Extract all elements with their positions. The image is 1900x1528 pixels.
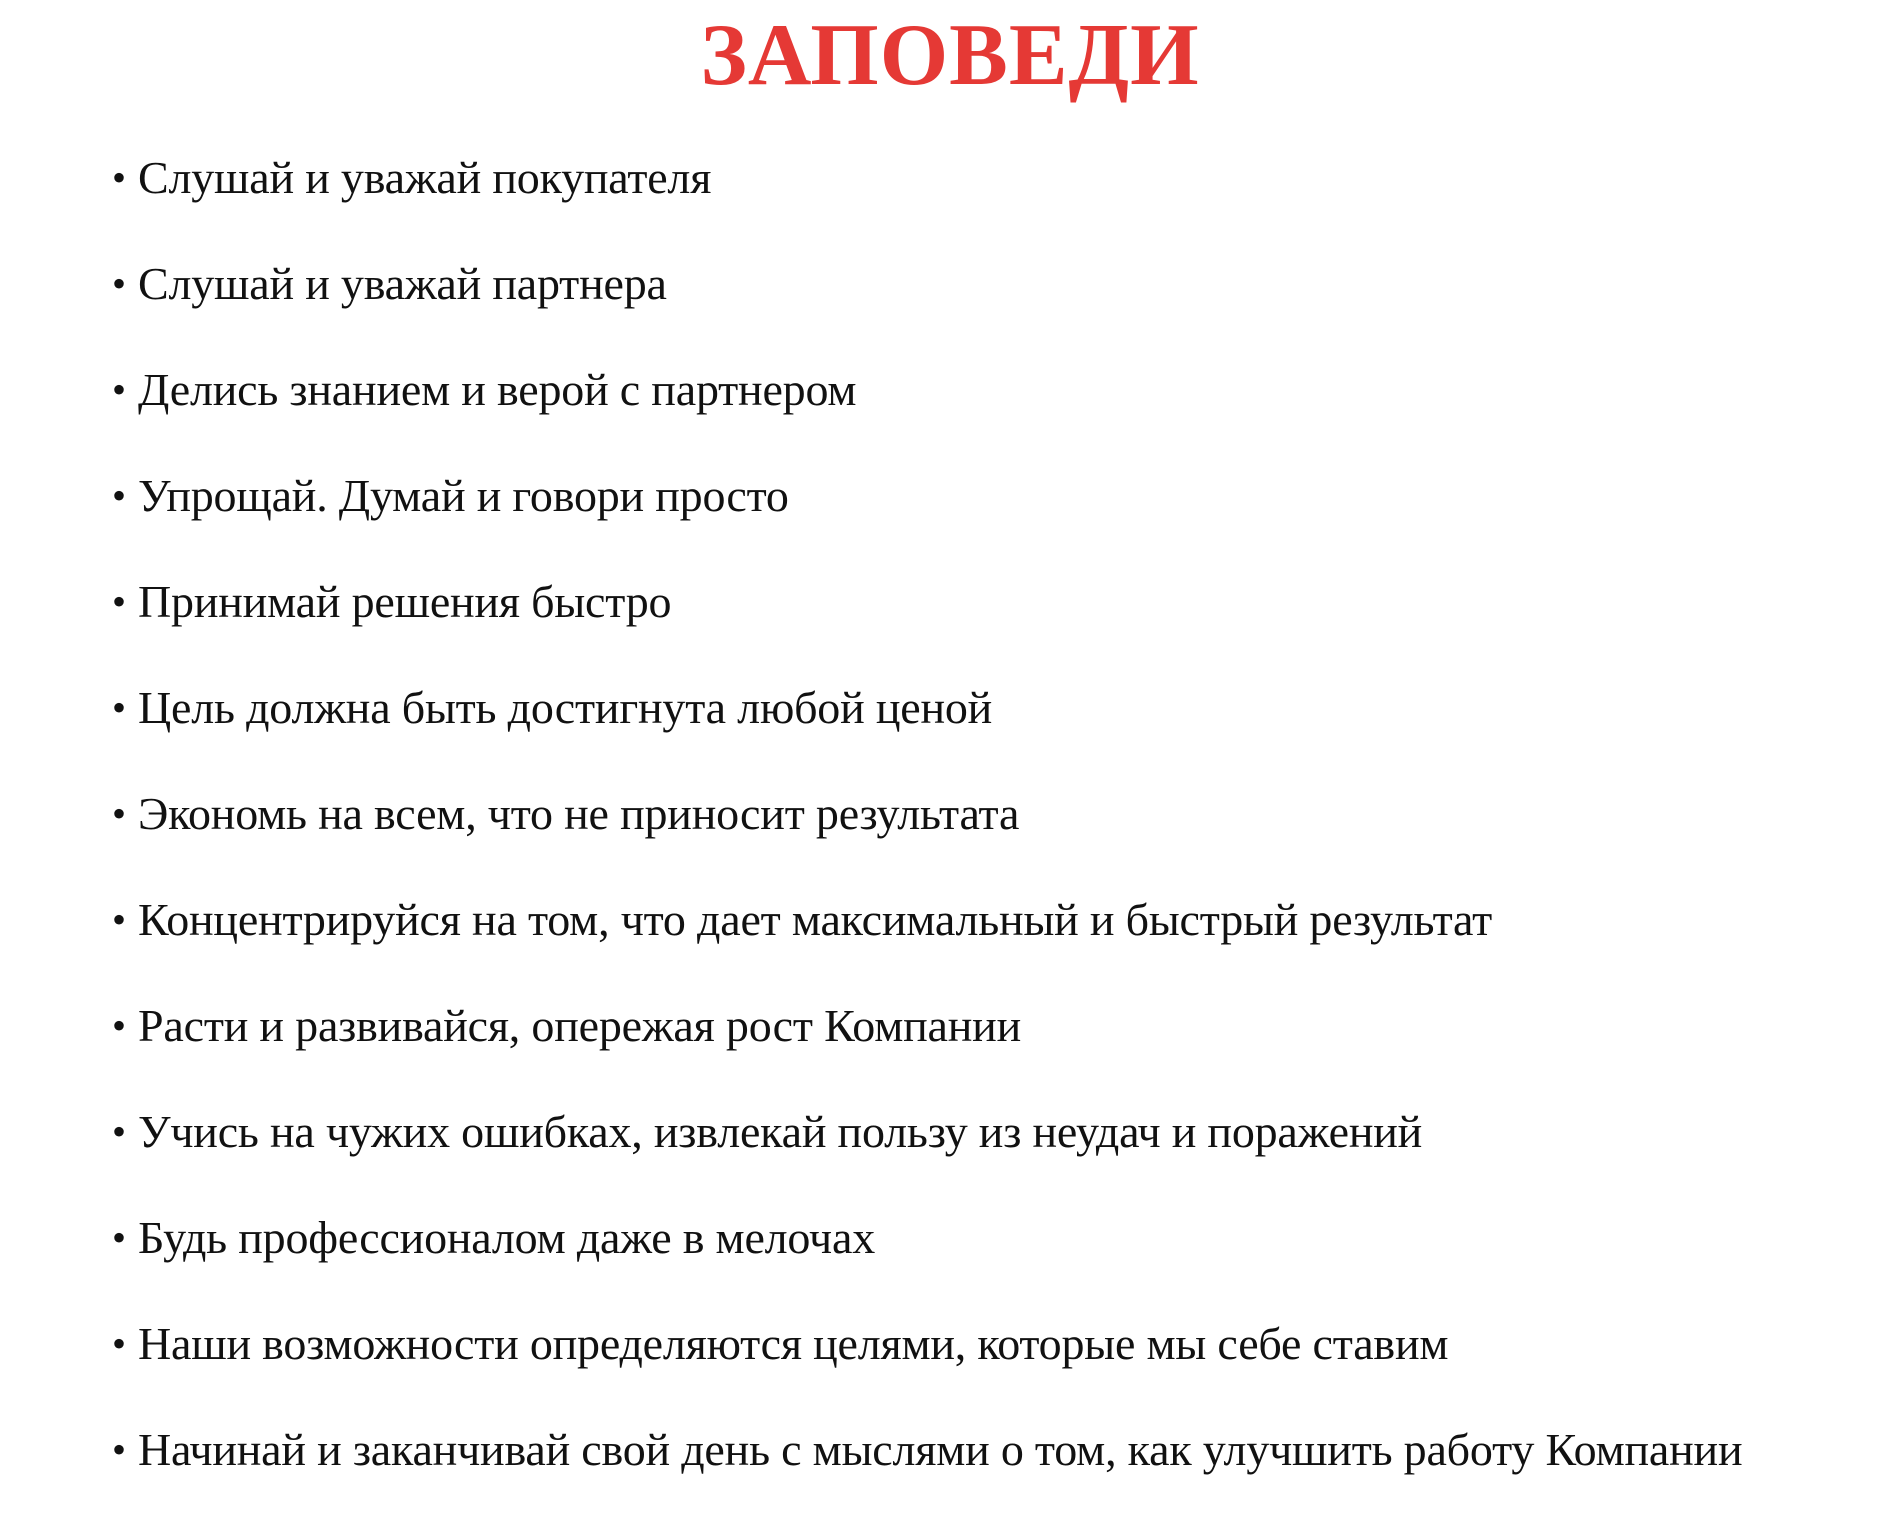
list-item	[112, 574, 1872, 680]
bullet-icon: •	[112, 685, 127, 730]
bullet-icon: •	[112, 1321, 127, 1366]
list-item-text: Экономь на всем, что не приносит результата	[138, 788, 1020, 839]
list-item	[112, 1104, 1872, 1210]
list-item	[112, 680, 1872, 786]
bullet-icon: •	[112, 473, 127, 518]
list-item-text: Учись на чужих ошибках, извлекай пользу из неудач и поражений	[138, 1106, 1423, 1157]
list-item	[112, 1210, 1872, 1316]
list-item	[112, 786, 1872, 892]
bullet-icon: •	[112, 791, 127, 836]
list-item	[112, 1422, 1872, 1528]
list-item-text: Упрощай. Думай и говори просто	[138, 470, 789, 521]
list-item-text: Концентрируйся на том, что дает максимальный и быстрый результат	[138, 894, 1492, 945]
commandments-list	[112, 150, 1872, 1528]
list-item	[112, 1316, 1872, 1422]
list-item	[112, 362, 1872, 468]
list-item-text: Цель должна быть достигнута любой ценой	[138, 682, 993, 733]
bullet-icon: •	[112, 367, 127, 412]
bullet-icon: •	[112, 579, 127, 624]
page-title: ЗАПОВЕДИ	[700, 7, 1200, 104]
bullet-icon: •	[112, 1109, 127, 1154]
bullet-icon: •	[112, 1427, 127, 1472]
bullet-icon: •	[112, 1215, 127, 1260]
bullet-icon: •	[112, 155, 127, 200]
bullet-icon: •	[112, 897, 127, 942]
list-item-text: Будь профессионалом даже в мелочах	[138, 1212, 875, 1263]
list-item	[112, 468, 1872, 574]
list-item	[112, 256, 1872, 362]
list-item-text: Расти и развивайся, опережая рост Компании	[138, 1000, 1021, 1051]
list-item-text: Начинай и заканчивай свой день с мыслями о том, как улучшить работу Компании	[138, 1424, 1743, 1475]
list-item	[112, 150, 1872, 256]
bullet-icon: •	[112, 1003, 127, 1048]
list-item-text: Слушай и уважай покупателя	[138, 152, 712, 203]
bullet-icon: •	[112, 261, 127, 306]
list-item-text: Делись знанием и верой с партнером	[138, 364, 857, 415]
list-item-text: Слушай и уважай партнера	[138, 258, 667, 309]
list-item	[112, 892, 1872, 998]
list-item-text: Принимай решения быстро	[138, 576, 672, 627]
list-item	[112, 998, 1872, 1104]
list-item-text: Наши возможности определяются целями, которые мы себе ставим	[138, 1318, 1449, 1369]
